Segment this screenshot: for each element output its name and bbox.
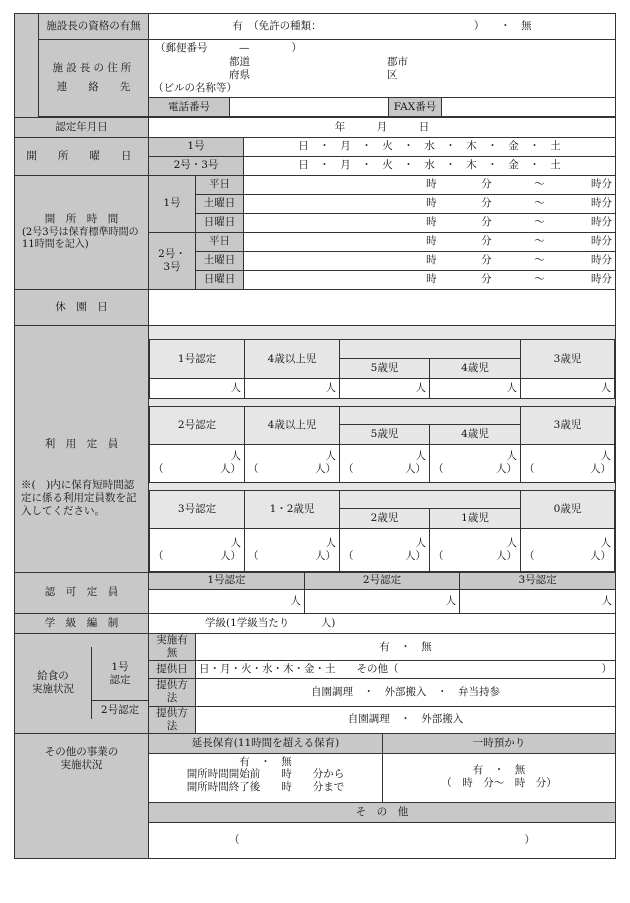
approved-count-3[interactable]: 人: [460, 589, 615, 613]
dot: ・: [361, 159, 372, 172]
paren-close: 人）: [220, 550, 241, 562]
day-mon: 月: [340, 140, 351, 153]
header-blank: [340, 406, 521, 424]
hour-unit: 時: [426, 178, 437, 191]
hours-day-weekday: 平日: [196, 233, 244, 252]
tilde: ～: [534, 178, 545, 191]
count-cell[interactable]: [430, 444, 521, 482]
paren-close: 人）: [405, 463, 426, 476]
unit: 人: [415, 450, 426, 463]
count-cell[interactable]: [245, 529, 340, 572]
fax-label: FAX番号: [389, 98, 442, 117]
paren-open: （: [343, 550, 354, 562]
day-sat: 土: [550, 159, 561, 172]
approved-grid: [149, 573, 616, 614]
day-sun: 日: [298, 140, 309, 153]
director-qual-value[interactable]: 有 （免許の種類： ） ・ 無: [149, 14, 616, 40]
count-cell[interactable]: 人: [340, 378, 430, 398]
paren-open: （: [153, 463, 164, 476]
misc-value[interactable]: [149, 823, 615, 858]
dot: ・: [319, 159, 330, 172]
dot: ・: [529, 140, 540, 153]
dot: ・: [361, 140, 372, 153]
paren-close: 人）: [220, 463, 241, 476]
capacity-block-1: [149, 340, 615, 399]
capacity-label-cell: [15, 326, 149, 573]
meals-impl-value[interactable]: 有 ・ 無: [196, 634, 616, 661]
classes-value[interactable]: 学級(1学級当たり 人): [149, 614, 616, 634]
age-span-label: 1・2歳児: [245, 491, 340, 529]
hours-day-saturday: 土曜日: [196, 252, 244, 271]
hours-day-weekday: 平日: [196, 176, 244, 195]
hours-row[interactable]: [244, 271, 616, 290]
meals-method-1[interactable]: 自園調理 ・ 外部搬入 ・ 弁当持参: [196, 679, 616, 706]
age-c1: 5歳児: [340, 424, 430, 444]
facility-form-table: [14, 13, 616, 859]
day-fri: 金: [508, 159, 519, 172]
day-tue: 火: [382, 140, 393, 153]
count-cell[interactable]: 人: [521, 378, 615, 398]
minute-unit: 分: [601, 216, 613, 229]
unit: 人: [506, 450, 517, 463]
minute-unit: 分: [601, 178, 613, 191]
meals-method-2[interactable]: 自園調理 ・ 外部搬入: [196, 706, 616, 733]
count-cell[interactable]: [340, 444, 430, 482]
hours-row[interactable]: [244, 233, 616, 252]
hour-unit: 時: [591, 216, 602, 229]
fax-input[interactable]: [442, 98, 615, 117]
open-hours-note: (2号3号は保育標準時間の11時間を記入): [22, 226, 139, 251]
hour-unit: 時: [591, 235, 602, 248]
paren-open: （: [524, 550, 535, 562]
paren-open: （: [248, 550, 259, 562]
capacity-block-2: [149, 406, 615, 483]
age-c2: 4歳児: [430, 424, 521, 444]
paren-close: 人）: [496, 463, 517, 476]
approved-count-2[interactable]: 人: [304, 589, 459, 613]
postal-code: （郵便番号 — ）: [155, 42, 302, 54]
meals-day-value[interactable]: [196, 661, 616, 679]
day-wed: 水: [424, 159, 435, 172]
director-addr-label: [39, 40, 149, 117]
count-cell[interactable]: 人: [430, 378, 521, 398]
open-days-row-2[interactable]: [244, 157, 616, 176]
unit: 人: [506, 536, 517, 549]
hours-day-sunday: 日曜日: [196, 214, 244, 233]
hours-day-sunday: 日曜日: [196, 271, 244, 290]
hour-unit: 時: [591, 254, 602, 267]
cert-2-label: 2号認定: [150, 406, 245, 444]
temp-time: （ 時 分～ 時 分）: [441, 777, 557, 790]
day-wed: 水: [424, 140, 435, 153]
minute-unit: 分: [601, 235, 613, 248]
age-c3: 0歳児: [521, 491, 615, 529]
age-c2: 1歳児: [430, 509, 521, 529]
hour-unit: 時: [426, 254, 437, 267]
capacity-spacer: [149, 483, 615, 490]
day-sat: 土: [550, 140, 561, 153]
count-cell[interactable]: [521, 529, 615, 572]
director-addr-label-line2: 連 絡 先: [56, 81, 131, 93]
tilde: ～: [534, 197, 545, 210]
classes-label: 学 級 編 制: [15, 614, 149, 634]
tilde: ～: [534, 273, 545, 286]
age-c1: 5歳児: [340, 358, 430, 378]
meals-method-label: 提供方法: [149, 679, 196, 706]
day-thu: 木: [466, 140, 477, 153]
approved-count-1[interactable]: 人: [149, 589, 304, 613]
count-cell[interactable]: 人: [245, 378, 340, 398]
hours-row[interactable]: [244, 214, 616, 233]
open-hours-label: [15, 176, 149, 290]
unit: 人: [230, 536, 241, 549]
day-sun: 日: [298, 159, 309, 172]
director-addr-label-line1: 施設長の住所: [52, 61, 135, 74]
open-days-row-1[interactable]: [244, 138, 616, 157]
meals-group-2: 2号認定: [100, 703, 140, 716]
tel-label: 電話番号: [149, 98, 230, 117]
dot: ・: [445, 159, 456, 172]
paren-close: 人）: [496, 550, 517, 562]
minute-unit: 分: [481, 178, 492, 191]
capacity-spacer: [149, 399, 615, 406]
minute-unit: 分: [481, 254, 492, 267]
extended-start: 開所時間開始前 時 分から: [186, 768, 345, 781]
hour-unit: 時: [426, 197, 437, 210]
prefecture-label: 都道 府県: [229, 56, 250, 81]
paren-close: 人）: [590, 550, 612, 562]
dot: ・: [487, 159, 498, 172]
extended-yn: 有 ・ 無: [239, 755, 292, 768]
city-label: 郡市 区: [387, 56, 408, 81]
hour-unit: 時: [426, 216, 437, 229]
day-fri: 金: [508, 140, 519, 153]
misc-label: そ の 他: [149, 803, 615, 823]
minute-unit: 分: [601, 197, 613, 210]
paren-open: （: [433, 550, 444, 562]
capacity-title: 利 用 定 員: [44, 438, 119, 450]
capacity-block-3: [149, 490, 615, 572]
dot: ・: [319, 140, 330, 153]
extended-value[interactable]: [149, 754, 383, 802]
tilde: ～: [534, 235, 545, 248]
director-addr-field[interactable]: [149, 40, 616, 117]
header-blank: [340, 340, 521, 358]
meals-label: 給食の 実施状況: [15, 647, 92, 719]
age-c3: 3歳児: [521, 406, 615, 444]
approved-label: 認 可 定 員: [15, 573, 149, 614]
other-label-cell: [15, 733, 149, 858]
minute-unit: 分: [481, 197, 492, 210]
dot: ・: [403, 159, 414, 172]
count-cell[interactable]: [150, 444, 245, 482]
meals-group-1: 1号 認定: [92, 647, 148, 701]
paren-close: ）: [601, 663, 613, 676]
paren-open: （: [248, 463, 259, 476]
paren-close: 人）: [315, 463, 336, 476]
paren-open: （: [229, 833, 240, 846]
hours-group-2: 2号・ 3号: [149, 233, 196, 290]
paren-close: 人）: [315, 550, 336, 562]
hour-unit: 時: [591, 197, 602, 210]
dot: ・: [487, 140, 498, 153]
dot: ・: [403, 140, 414, 153]
left-margin-cell: [15, 14, 39, 118]
unit: 人: [325, 450, 336, 463]
hours-row[interactable]: [244, 252, 616, 271]
unit: 人: [600, 450, 612, 463]
hours-row[interactable]: [244, 195, 616, 214]
approved-col-3: 3号認定: [460, 573, 615, 589]
age-c1: 2歳児: [340, 509, 430, 529]
meals-days: 日・月・火・水・木・金・土 その他（: [199, 663, 399, 676]
capacity-spacer: [149, 326, 615, 340]
minute-unit: 分: [601, 254, 613, 267]
unit: 人: [230, 450, 241, 463]
meals-impl-label: 実施有無: [149, 634, 196, 661]
dot: ・: [529, 159, 540, 172]
paren-close: 人）: [590, 463, 612, 476]
count-cell[interactable]: [150, 529, 245, 572]
open-hours-title: 開 所 時 間: [44, 213, 119, 226]
open-days-type-1: 1号: [149, 138, 244, 157]
minute-unit: 分: [481, 216, 492, 229]
minute-unit: 分: [481, 273, 492, 286]
unit: 人: [325, 536, 336, 549]
count-cell[interactable]: [340, 529, 430, 572]
age-c3: 3歳児: [521, 340, 615, 378]
phone-fax-row: [149, 97, 615, 117]
cert-1-label: 1号認定: [150, 340, 245, 378]
dot: ・: [445, 140, 456, 153]
temp-yn: 有 ・ 無: [472, 763, 526, 776]
day-thu: 木: [466, 159, 477, 172]
count-cell[interactable]: 人: [150, 378, 245, 398]
hour-unit: 時: [426, 235, 437, 248]
hour-unit: 時: [591, 273, 602, 286]
cert-date-label: 認定年月日: [15, 118, 149, 138]
day-tue: 火: [382, 159, 393, 172]
temp-label: 一時預かり: [383, 734, 615, 753]
director-qual-label: 施設長の資格の有無: [39, 14, 149, 40]
tel-input[interactable]: [230, 98, 389, 117]
tilde: ～: [534, 216, 545, 229]
meals-label-cell: [15, 634, 149, 734]
extended-label: 延長保育(11時間を超える保育): [149, 734, 383, 753]
age-c2: 4歳児: [430, 358, 521, 378]
holidays-input[interactable]: [149, 290, 616, 326]
capacity-note: ※( )内に保育短時間認定に係る利用定員数を記入してください。: [21, 479, 137, 518]
hours-day-saturday: 土曜日: [196, 195, 244, 214]
cert-date-value[interactable]: 年 月 日: [149, 118, 616, 138]
hours-group-1: 1号: [149, 176, 196, 233]
count-cell[interactable]: [245, 444, 340, 482]
meals-method-label-2: 提供方法: [149, 706, 196, 733]
unit: 人: [415, 536, 426, 549]
other-label: その他の事業の 実施状況: [44, 745, 119, 771]
capacity-grid: [149, 326, 616, 573]
age-span-label: 4歳以上児: [245, 406, 340, 444]
age-span-label: 4歳以上児: [245, 340, 340, 378]
extended-end: 開所時間終了後 時 分まで: [186, 780, 345, 793]
cert-3-label: 3号認定: [150, 491, 245, 529]
paren-open: （: [343, 463, 354, 476]
hour-unit: 時: [426, 273, 437, 286]
day-mon: 月: [340, 159, 351, 172]
minute-unit: 分: [601, 273, 613, 286]
count-cell[interactable]: [430, 529, 521, 572]
header-blank: [340, 491, 521, 509]
hours-row[interactable]: [244, 176, 616, 195]
open-days-type-2: 2号・3号: [149, 157, 244, 176]
minute-unit: 分: [481, 235, 492, 248]
unit: 人: [600, 536, 612, 549]
open-days-label: 開 所 曜 日: [15, 138, 149, 176]
holidays-label: 休 園 日: [15, 290, 149, 326]
other-grid: [149, 733, 616, 858]
approved-col-1: 1号認定: [149, 573, 304, 589]
paren-open: （: [524, 463, 535, 476]
paren-open: （: [433, 463, 444, 476]
paren-open: （: [153, 550, 164, 562]
paren-close: ）: [524, 833, 536, 846]
hour-unit: 時: [591, 178, 602, 191]
tilde: ～: [534, 254, 545, 267]
paren-close: 人）: [405, 550, 426, 562]
meals-day-label: 提供日: [149, 661, 196, 679]
temp-value[interactable]: [383, 754, 615, 802]
approved-col-2: 2号認定: [304, 573, 459, 589]
count-cell[interactable]: [521, 444, 615, 482]
building-label: （ビルの名称等）: [153, 82, 237, 94]
